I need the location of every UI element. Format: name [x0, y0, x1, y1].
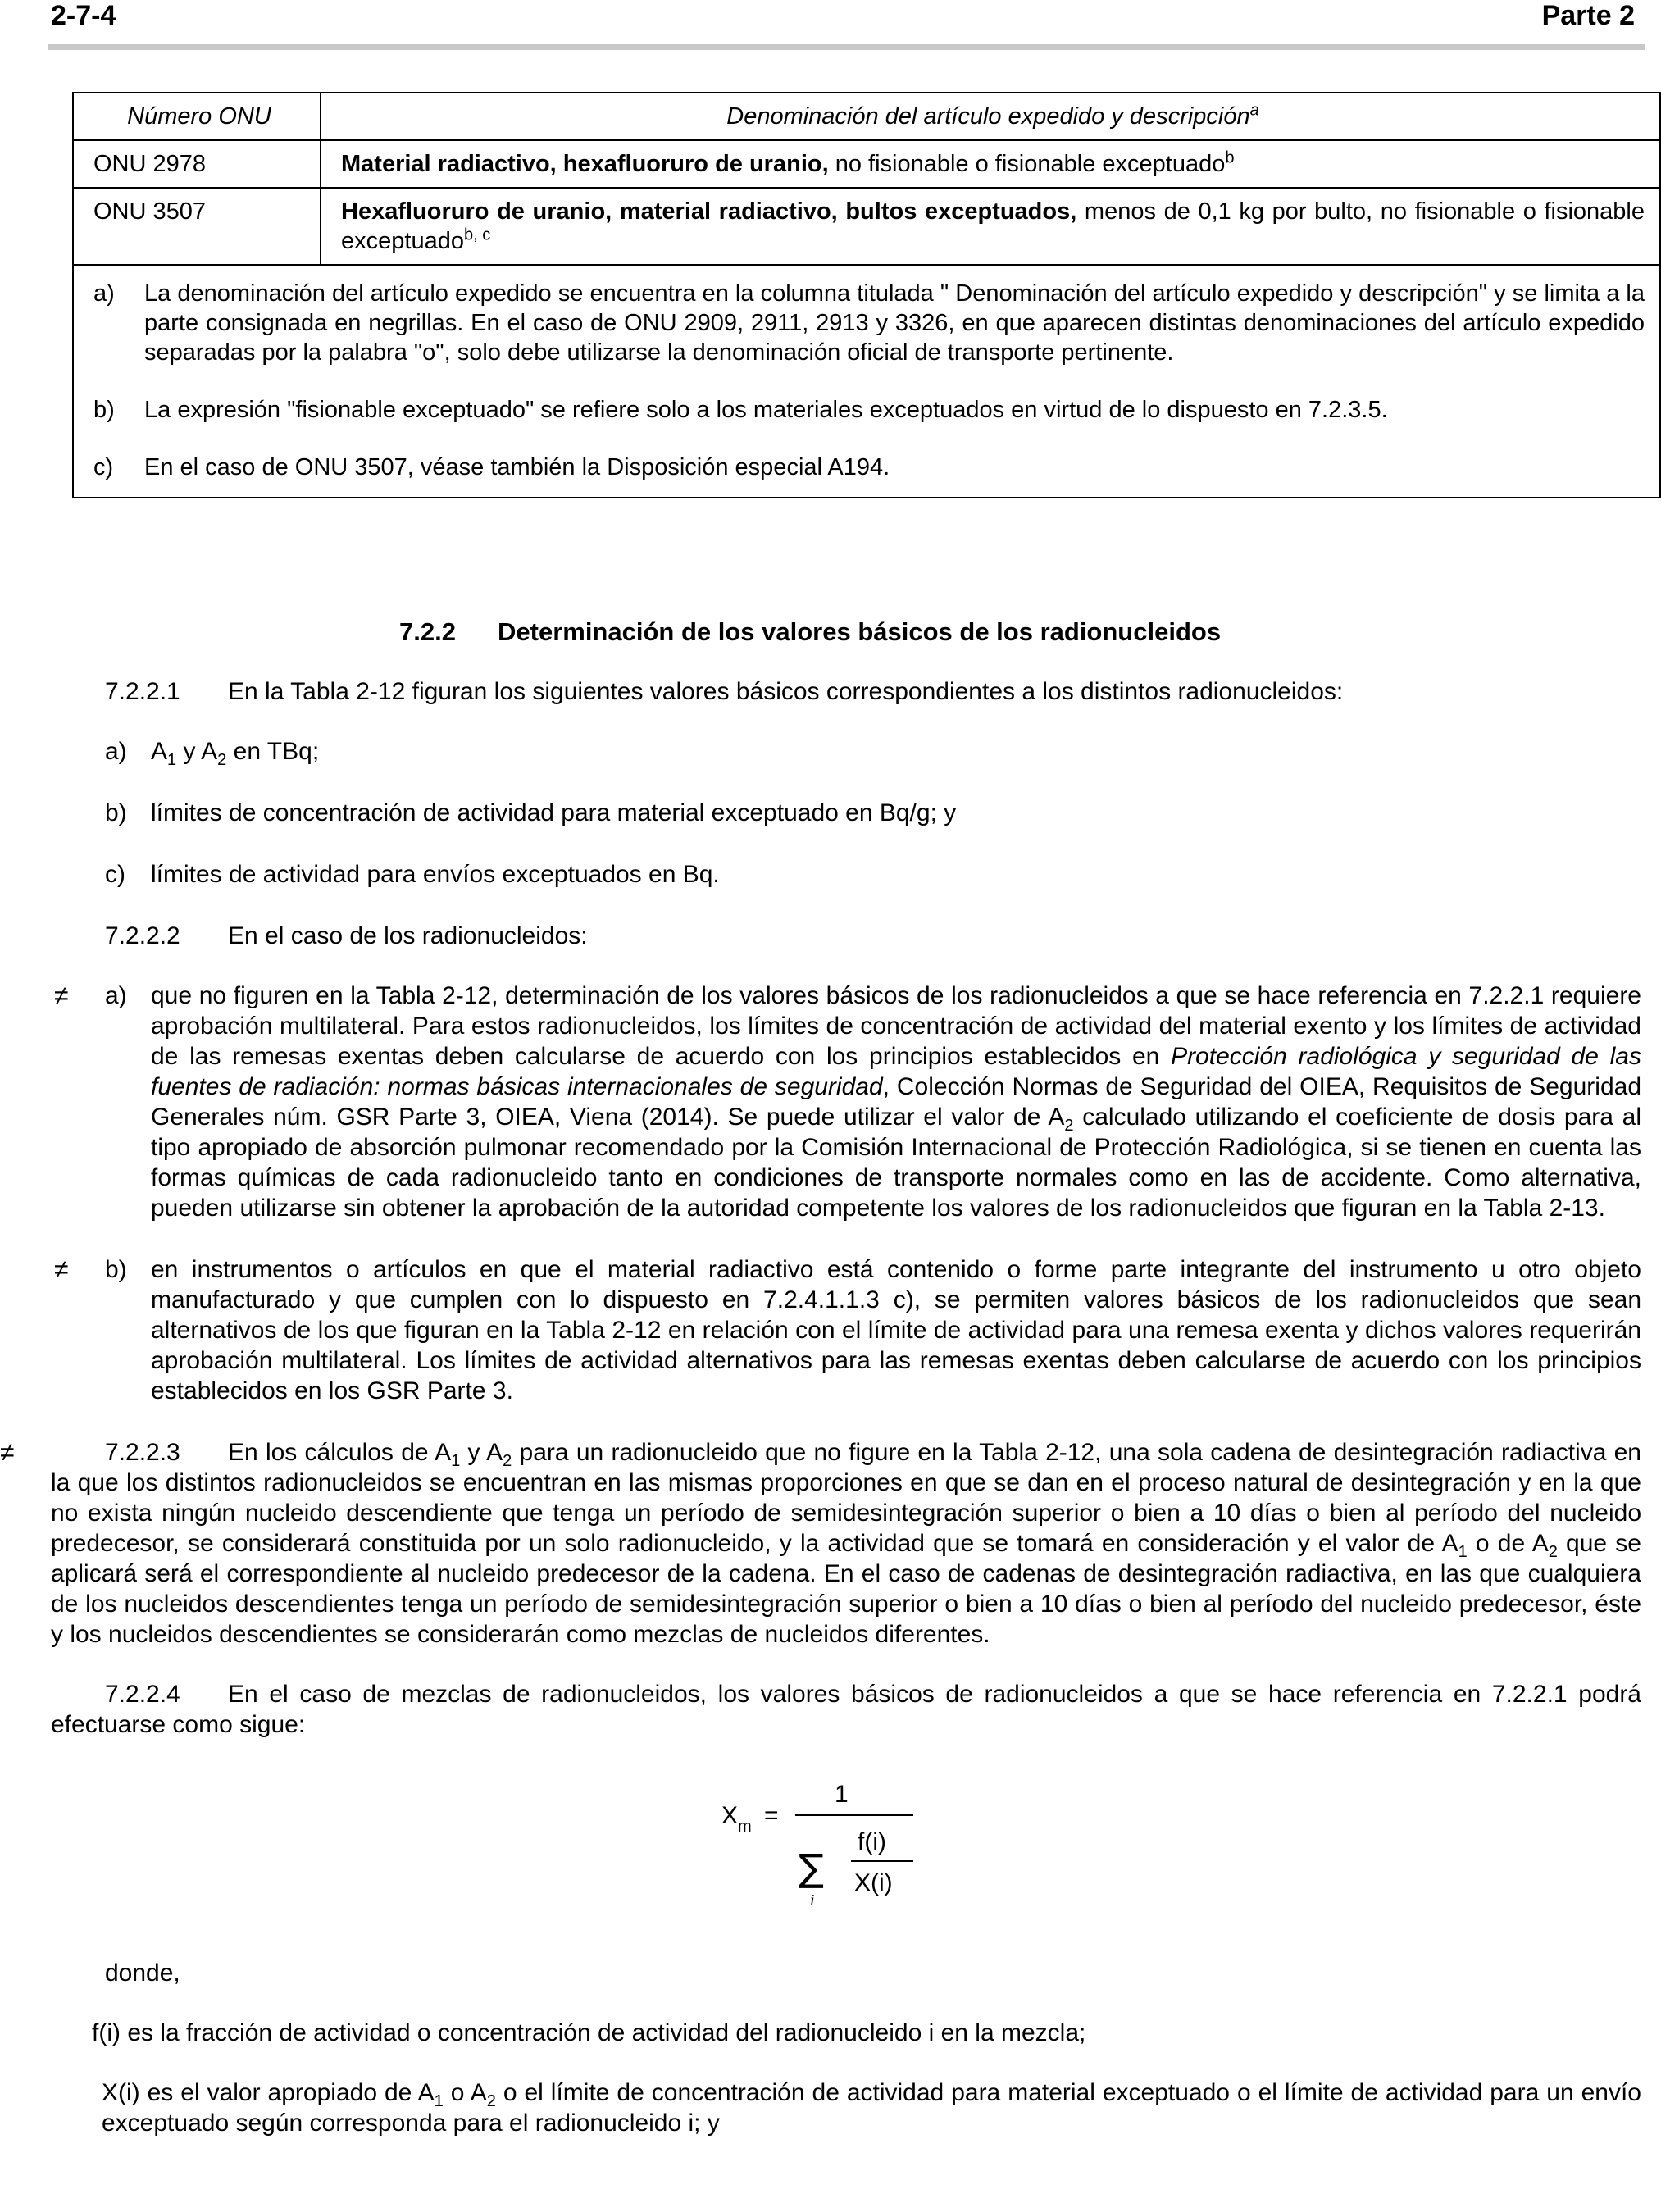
item-label: b) — [105, 799, 127, 826]
inner-denominator: X(i) — [854, 1869, 893, 1896]
paragraph-text: En el caso de los radionucleidos: — [228, 922, 588, 949]
subscript: 2 — [217, 751, 227, 769]
text-run: A — [151, 738, 168, 765]
text-run: X(i) es el valor apropiado de A — [102, 2079, 435, 2106]
formula-lhs-subscript: m — [738, 1818, 752, 1836]
text-run: en TBq; — [226, 738, 320, 765]
sum-index: i — [810, 1891, 815, 1909]
publication-title: Protección radiológica y seguridad de las fuentes de radiación: normas básicas internacionales de seguridad — [151, 1043, 1641, 1100]
formula-equals: = — [764, 1802, 779, 1829]
text-run: o de A — [1467, 1530, 1549, 1557]
page-number: 2-7-4 — [51, 0, 116, 31]
paragraph-text: En el caso de mezclas de radionucleidos, los valores básicos de radionucleidos a que se hace referencia en 7.2.2.1 podrá efectuarse como sigue: — [51, 1681, 1641, 1738]
item-label: a) — [105, 982, 127, 1009]
item-label: b) — [105, 1256, 127, 1283]
subscript: 1 — [451, 1452, 461, 1470]
list-item — [105, 736, 1641, 767]
list-item — [105, 798, 1641, 828]
paragraph-number: 7.2.2.2 — [105, 922, 180, 949]
footnote-ref: b, c — [463, 225, 491, 244]
text-run: que se aplicará será el correspondiente al nucleido predecesor de la cadena. En el caso de cadenas de desintegración radiactiva, en las que cualquiera de los nucleidos descendientes tenga un período de semidesintegración superior o bien a 10 días o bien al período del nucleido predecesor, éste y los nucleidos descendientes se considerarán como mezclas de nucleidos diferentes. — [51, 1530, 1641, 1648]
table-note — [93, 453, 1645, 482]
description — [321, 189, 1659, 264]
item-text: en instrumentos o artículos en que el material radiactivo está contenido o forme parte integrante del instrumento u otro objeto manufacturado y que cumplen con lo dispuesto en 7.2.4.1.1.3 c), se permiten valores básicos de los radionucleidos que sean alternativos de los que figuran en la Tabla 2-12 en relación con el límite de actividad para una remesa exenta y dichos valores requerirán aprobación multilateral. Los límites de actividad alternativos para las remesas exentas deben calcularse de acuerdo con los principios establecidos en los GSR Parte 3. — [151, 1256, 1641, 1404]
formula-lhs: X — [721, 1802, 739, 1829]
formula-graphic — [713, 1769, 976, 1933]
page-header — [51, 0, 1635, 51]
section-title: Determinación de los valores básicos de los radionucleidos — [498, 617, 1222, 646]
note-text: En el caso de ONU 3507, véase también la Disposición especial A194. — [144, 454, 890, 480]
list-item — [105, 859, 1641, 890]
paragraph-number: 7.2.2.1 — [105, 678, 180, 705]
footnote-ref: b — [1225, 148, 1235, 167]
table-header-row — [74, 93, 1659, 141]
part-label: Parte 2 — [1541, 0, 1635, 31]
paragraph-7222 — [105, 921, 1641, 951]
note-text: La denominación del artículo expedido se encuentra en la columna titulada " Denominación del artículo expedido y descripción" y se limita a la parte consignada en negrillas. En el caso de ONU 2909, 2911, 2913 y 3326, en que aparecen distintas denominaciones del artículo expedido separadas por la palabra "o", solo debe utilizarse la denominación oficial de transporte pertinente. — [144, 280, 1645, 366]
list-item — [54, 1254, 1641, 1406]
col-header-description — [321, 93, 1659, 139]
subscript: 2 — [1548, 1543, 1558, 1561]
change-mark-icon: ≠ — [0, 1437, 15, 1467]
table-row — [74, 189, 1659, 266]
description — [321, 141, 1659, 187]
subscript: 1 — [434, 2092, 444, 2110]
text-run: y A — [460, 1439, 503, 1466]
inner-numerator: f(i) — [858, 1828, 886, 1855]
shipping-name: Hexafluoruro de uranio, material radiactivo, bultos exceptuados, — [341, 198, 1077, 225]
text-run: o el límite de concentración de actividad para material exceptuado o el límite de actividad para un envío exceptuado según corresponda para el radionucleido i; y — [102, 2079, 1641, 2137]
subscript: 2 — [503, 1452, 512, 1470]
paragraph-7221 — [105, 676, 1641, 707]
subscript: 1 — [167, 751, 177, 769]
main-text — [0, 617, 1641, 2168]
note-label: b) — [93, 397, 115, 423]
footnote-ref: a — [1249, 101, 1259, 120]
note-text: La expresión "fisionable exceptuado" se refiere solo a los materiales exceptuados en virtud de lo dispuesto en 7.2.3.5. — [144, 397, 1388, 423]
item-text: límites de actividad para envíos exceptuados en Bq. — [151, 861, 720, 888]
section-number: 7.2.2 — [399, 617, 456, 646]
definition-f: f(i) es la fracción de actividad o concentración de actividad del radionucleido i en la mezcla; — [92, 2019, 1086, 2046]
table-notes — [74, 266, 1659, 497]
table-row — [74, 141, 1659, 189]
description-rest: no fisionable o fisionable exceptuado — [828, 151, 1226, 177]
text-run: En los cálculos de A — [228, 1439, 452, 1466]
un-table — [72, 92, 1661, 498]
subscript: 2 — [1064, 1117, 1074, 1135]
text-run: para un radionucleido que no figure en la Tabla 2-12, una sola cadena de desintegración radiactiva en la que los distintos radionucleidos se encuentran en las mismas proporciones en que se dan en el proceso natural de desintegración y en la que no exista ningún nucleido descendiente que tenga un período de semidesintegración superior o bien a 10 días o bien al período del nucleido predecesor, se considerará constituida por un solo radionucleido, y la actividad que se tomará en consideración y el valor de A — [51, 1439, 1641, 1557]
table-note — [93, 279, 1645, 367]
paragraph-7224 — [51, 1679, 1641, 1740]
sigma-icon: ∑ — [799, 1846, 824, 1890]
subscript: 1 — [1458, 1543, 1468, 1561]
paragraph-number: 7.2.2.4 — [105, 1681, 180, 1708]
item-text — [151, 981, 1641, 1223]
header-rule — [48, 44, 1645, 50]
text-run: o A — [443, 2079, 487, 2106]
paragraph-7223 — [0, 1437, 1641, 1650]
paragraph-text: En la Tabla 2-12 figuran los siguientes valores básicos correspondientes a los distintos radionucleidos: — [228, 678, 1344, 705]
change-mark-icon: ≠ — [54, 981, 69, 1010]
change-mark-icon: ≠ — [54, 1254, 69, 1284]
col-header-description-text: Denominación del artículo expedido y descripción — [726, 103, 1250, 130]
text-run: calculado utilizando el coeficiente de dosis para al tipo apropiado de absorción pulmonar recomendado por la Comisión Internacional de Protección Radiológica, si se tienen en cuenta las formas químicas de cada radionucleido tanto en condiciones de transporte normales como en las de accidente. Como alternativa, pueden utilizarse sin obtener la aprobación de la autoridad competente los valores de los radionucleidos que figuran en la Tabla 2-13. — [151, 1104, 1641, 1222]
col-header-un: Número ONU — [74, 93, 321, 139]
formula-numerator: 1 — [835, 1781, 849, 1808]
text-run: , Colección Normas de Seguridad del OIEA, Requisitos de Seguridad Generales núm. GSR Parte 3, OIEA, Viena (2014). Se puede utilizar el valor de A — [151, 1073, 1641, 1131]
item-text — [151, 736, 1641, 767]
donde-label: donde, — [105, 1959, 180, 1987]
item-text: límites de concentración de actividad para material exceptuado en Bq/g; y — [151, 799, 957, 826]
description-rest: menos de 0,1 kg por bulto, no fisionable o fisionable exceptuado — [341, 198, 1645, 254]
mixture-formula — [51, 1769, 1641, 1933]
list-item — [54, 981, 1641, 1223]
text-run: y A — [176, 738, 218, 765]
un-number: ONU 2978 — [74, 141, 321, 187]
note-label: a) — [93, 280, 115, 307]
section-heading — [399, 617, 1641, 647]
item-label: a) — [105, 738, 127, 765]
note-label: c) — [93, 454, 114, 480]
subscript: 2 — [486, 2092, 496, 2110]
paragraph-number: 7.2.2.3 — [105, 1439, 180, 1466]
text-run: que no figuren en la Tabla 2-12, determinación de los valores básicos de los radionucleidos a que se hace referencia en 7.2.2.1 requiere aprobación multilateral. Para estos radionucleidos, los límites de concentración de actividad del material exento y los límites de actividad de las remesas exentas deben calcularse de acuerdo con los principios establecidos en — [151, 982, 1641, 1070]
shipping-name: Material radiactivo, hexafluoruro de uranio, — [341, 151, 829, 177]
definition-x — [102, 2078, 1641, 2138]
un-number: ONU 3507 — [74, 189, 321, 264]
item-label: c) — [105, 861, 125, 888]
table-note — [93, 395, 1645, 425]
